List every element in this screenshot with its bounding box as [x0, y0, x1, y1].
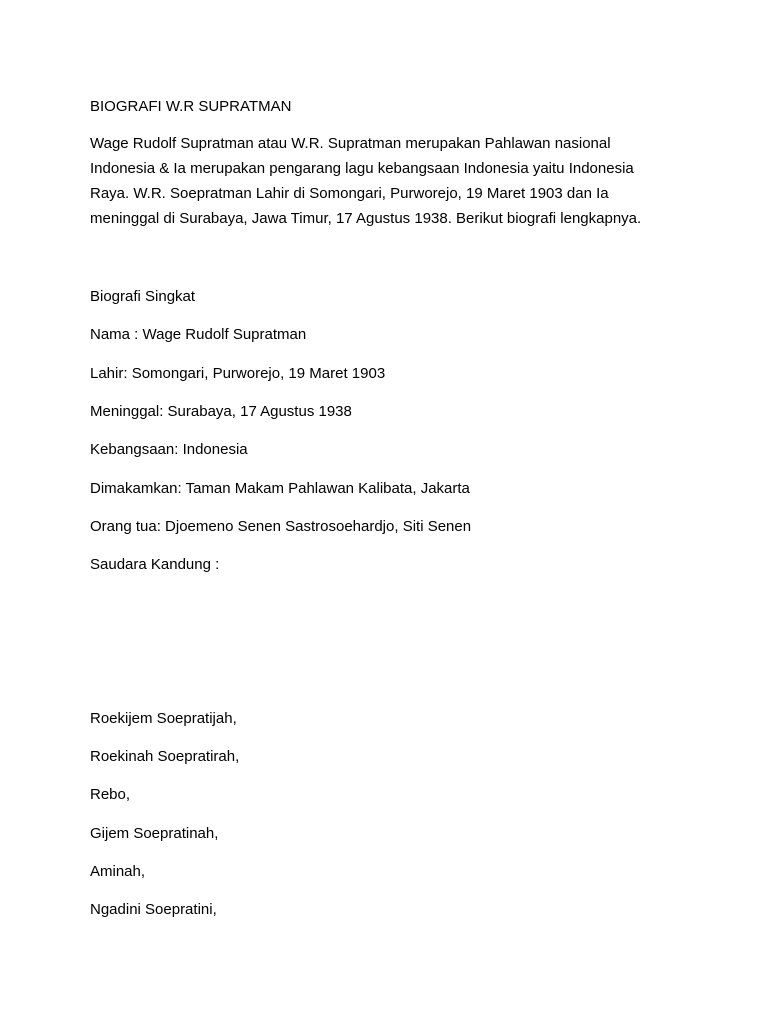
intro-paragraph: [90, 131, 690, 231]
fact-nationality: Kebangsaan: Indonesia: [90, 441, 248, 458]
intro-line: meninggal di Surabaya, Jawa Timur, 17 Agustus 1938. Berikut biografi lengkapnya.: [90, 210, 642, 227]
fact-died: Meninggal: Surabaya, 17 Agustus 1938: [90, 403, 352, 420]
section-heading: Biografi Singkat: [90, 288, 196, 305]
intro-line: Wage Rudolf Supratman atau W.R. Supratman merupakan Pahlawan nasional: [90, 135, 611, 152]
intro-line: Indonesia & Ia merupakan pengarang lagu kebangsaan Indonesia yaitu Indonesia: [90, 160, 634, 177]
fact-burial: Dimakamkan: Taman Makam Pahlawan Kalibata, Jakarta: [90, 480, 470, 497]
intro-line: Raya. W.R. Soepratman Lahir di Somongari, Purworejo, 19 Maret 1903 dan Ia: [90, 185, 609, 202]
fact-siblings-label: Saudara Kandung :: [90, 556, 220, 573]
fact-name: Nama : Wage Rudolf Supratman: [90, 326, 307, 343]
sibling-item: Rebo,: [90, 786, 131, 803]
sibling-item: Roekinah Soepratirah,: [90, 748, 240, 765]
sibling-item: Ngadini Soepratini,: [90, 901, 217, 918]
sibling-item: Aminah,: [90, 863, 146, 880]
fact-parents: Orang tua: Djoemeno Senen Sastrosoehardjo, Siti Senen: [90, 518, 472, 535]
sibling-item: Gijem Soepratinah,: [90, 825, 219, 842]
document-title: BIOGRAFI W.R SUPRATMAN: [90, 98, 292, 115]
sibling-item: Roekijem Soepratijah,: [90, 710, 237, 727]
fact-born: Lahir: Somongari, Purworejo, 19 Maret 1903: [90, 365, 386, 382]
